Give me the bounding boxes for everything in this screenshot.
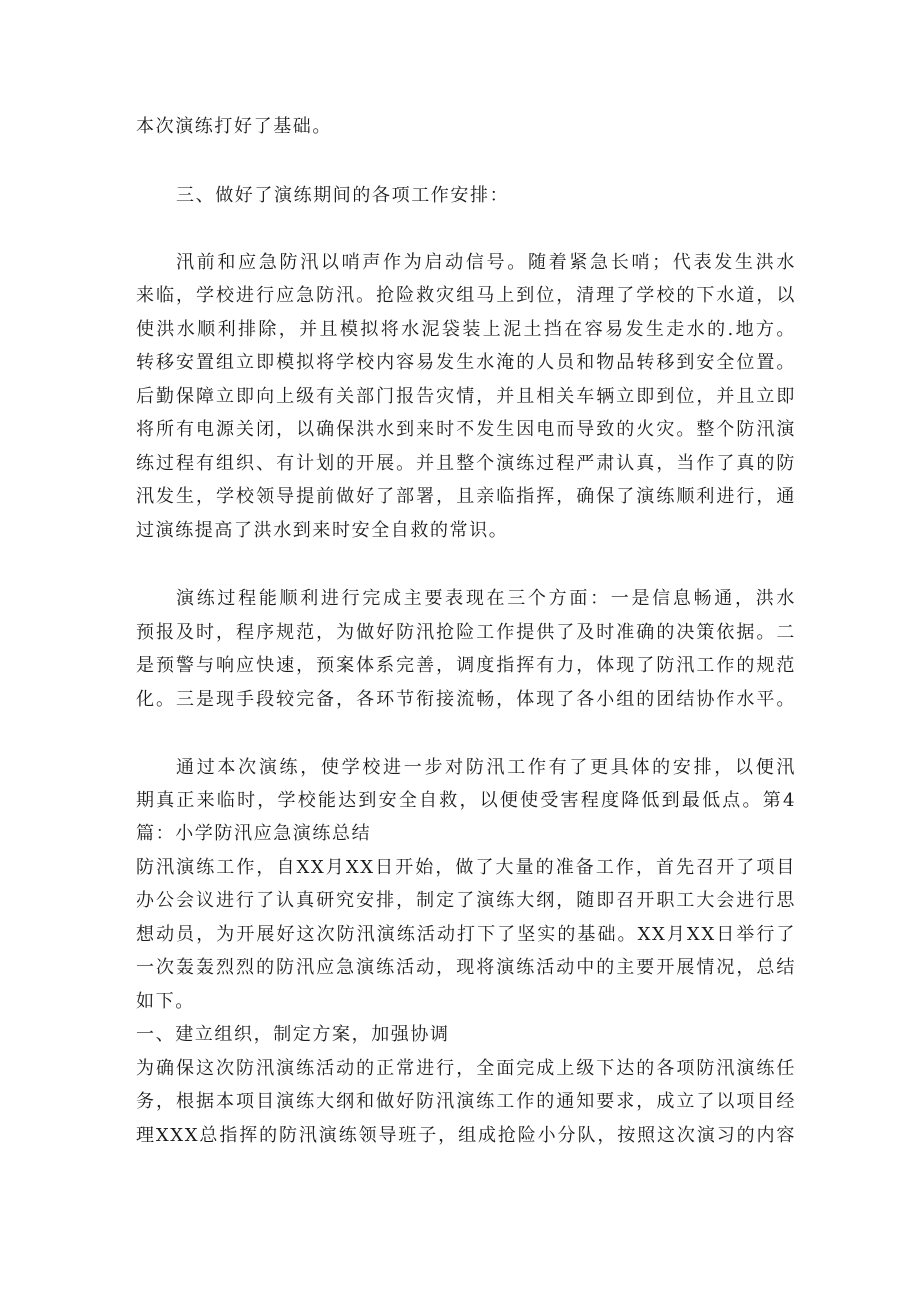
text-line: 过演练提高了洪水到来时安全自救的常识。	[136, 520, 509, 541]
text-line: 期真正来临时，学校能达到安全自救，以便使受害程度降低到最低点。第4	[136, 790, 796, 811]
text-line: 汛发生，学校领导提前做好了部署，且亲临指挥，确保了演练顺利进行，通	[136, 486, 796, 507]
text-line: 为确保这次防汛演练活动的正常进行，全面完成上级下达的各项防汛演练任	[136, 1058, 796, 1079]
text-line: 一次轰轰烈烈的防汛应急演练活动，现将演练活动中的主要开展情况，总结	[136, 957, 796, 978]
text-line: 预报及时，程序规范，为做好防汛抢险工作提供了及时准确的决策依据。二	[136, 622, 796, 643]
text-line: 来临，学校进行应急防汛。抢险救灾组马上到位，清理了学校的下水道，以	[136, 285, 796, 306]
section-heading: 一、建立组织，制定方案，加强协调	[136, 1024, 450, 1045]
text-line: 练过程有组织、有计划的开展。并且整个演练过程严肃认真，当作了真的防	[136, 453, 796, 474]
text-line: 将所有电源关闭，以确保洪水到来时不发生因电而导致的火灾。整个防汛演	[136, 419, 796, 440]
text-line: 想动员，为开展好这次防汛演练活动打下了坚实的基础。XX月XX日举行了	[136, 924, 796, 945]
text-line: 务，根据本项目演练大纲和做好防汛演练工作的通知要求，成立了以项目经	[136, 1091, 796, 1112]
text-line: 本次演练打好了基础。	[136, 116, 332, 137]
text-line: 使洪水顺利排除，并且模拟将水泥袋装上泥土挡在容易发生走水的.地方。	[136, 319, 796, 340]
text-line: 理XXX总指挥的防汛演练领导班子，组成抢险小分队，按照这次演习的内容	[136, 1125, 796, 1146]
text-line: 通过本次演练，使学校进一步对防汛工作有了更具体的安排，以便汛	[176, 757, 796, 778]
text-line: 汛前和应急防汛以哨声作为启动信号。随着紧急长哨；代表发生洪水	[176, 252, 796, 273]
text-line: 后勤保障立即向上级有关部门报告灾情，并且相关车辆立即到位，并且立即	[136, 386, 796, 407]
section-heading: 三、做好了演练期间的各项工作安排：	[176, 185, 510, 206]
text-line: 转移安置组立即模拟将学校内容易发生水淹的人员和物品转移到安全位置。	[136, 352, 796, 373]
text-line: 办公会议进行了认真研究安排，制定了演练大纲，随即召开职工大会进行思	[136, 890, 796, 911]
section-title: 篇：小学防汛应急演练总结	[136, 823, 372, 844]
text-line: 是预警与响应快速，预案体系完善，调度指挥有力，体现了防汛工作的规范	[136, 655, 796, 676]
text-line: 如下。	[136, 991, 195, 1012]
text-line: 防汛演练工作，自XX月XX日开始，做了大量的准备工作，首先召开了项目	[136, 857, 796, 878]
text-line: 演练过程能顺利进行完成主要表现在三个方面：一是信息畅通，洪水	[176, 588, 796, 609]
text-line: 化。三是现手段较完备，各环节衔接流畅，体现了各小组的团结协作水平。	[136, 689, 796, 710]
